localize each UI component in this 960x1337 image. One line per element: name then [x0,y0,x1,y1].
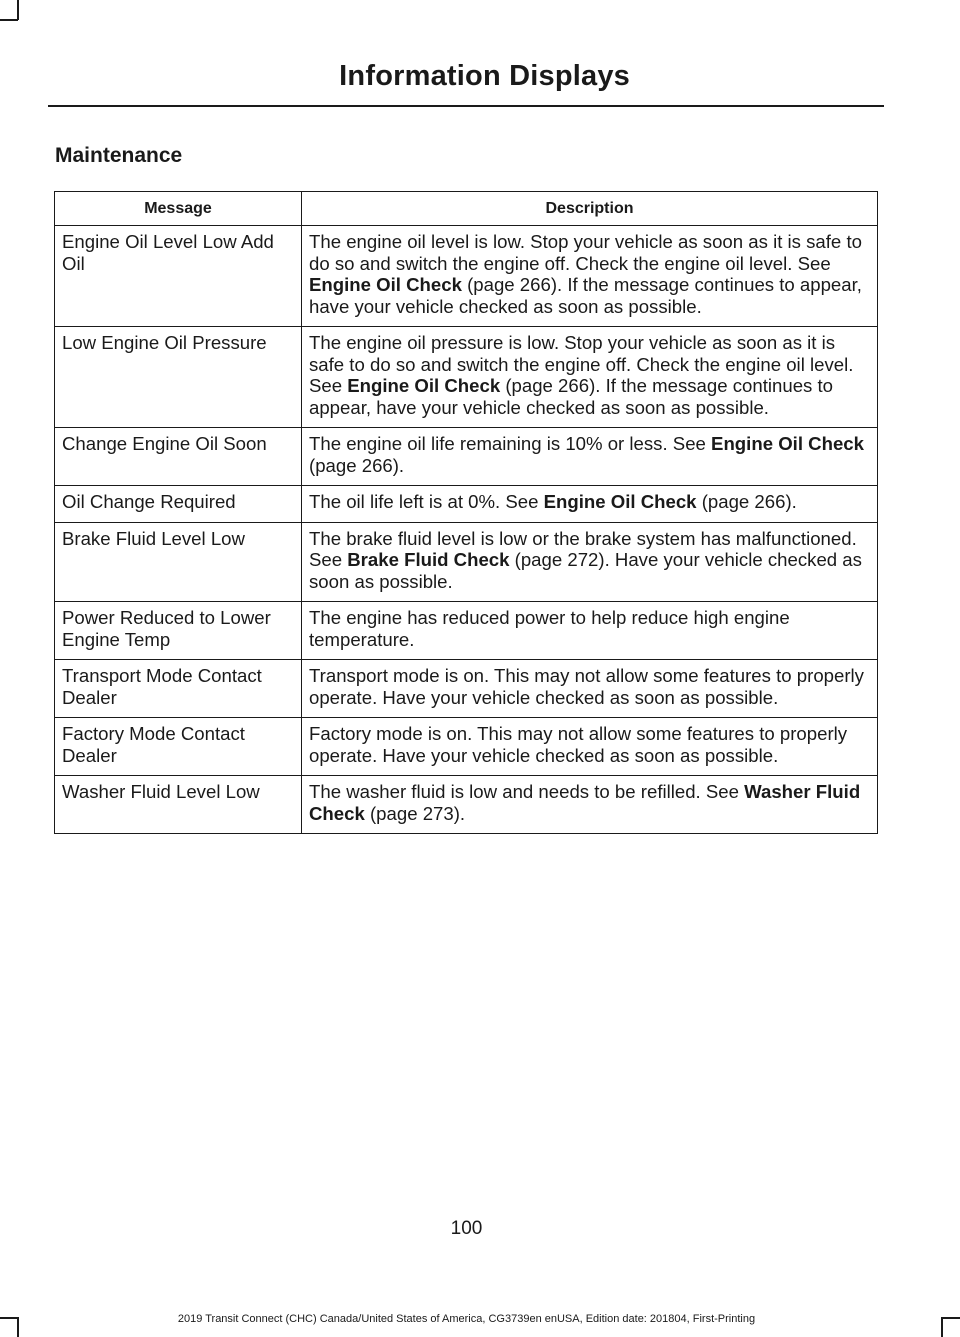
description-text: (page 273). [364,802,466,824]
description-text: The washer fluid is low and needs to be refilled. See [309,781,745,802]
footer-edition-info: 2019 Transit Connect (CHC) Canada/United States of America, CG3739en enUSA, Edition date: 201804, First-Printing [177,1313,756,1325]
description-cell: The engine has reduced power to help reduce high engine temperature. [302,602,878,660]
section-title: Maintenance [55,144,183,167]
description-cell [302,226,878,327]
table-row [55,776,878,834]
description-text: (page 266). If the message continues to appear, have your vehicle checked as soon as possible. [309,375,833,418]
description-cell [302,327,878,428]
message-cell: Change Engine Oil Soon [55,428,302,486]
table-row [55,428,878,486]
description-cell [302,486,878,523]
description-text: The engine oil pressure is low. Stop your vehicle as soon as it is safe to do so and switch the engine off. Check the engine oil level. See [309,332,854,396]
description-text: The oil life left is at 0%. See [309,491,544,512]
description-cell: Transport mode is on. This may not allow some features to properly operate. Have your vehicle checked as soon as possible. [302,660,878,718]
column-header-message: Message [55,192,302,226]
page-number: 100 [450,1218,483,1239]
message-cell: Power Reduced to Lower Engine Temp [55,602,302,660]
description-cell [302,522,878,602]
message-cell: Low Engine Oil Pressure [55,327,302,428]
description-text: The brake fluid level is low or the brake system has malfunctioned. See [309,527,857,570]
message-cell: Brake Fluid Level Low [55,522,302,602]
crop-mark-top-left-vertical [17,0,19,20]
cross-reference: Engine Oil Check [711,433,864,454]
table-row [55,522,878,602]
table-header-row [55,192,878,226]
table-row [55,327,878,428]
message-cell: Transport Mode Contact Dealer [55,660,302,718]
crop-mark-bottom-right-horizontal [942,1317,960,1319]
description-text: (page 266). [696,491,797,512]
table-row [55,226,878,327]
cross-reference: Brake Fluid Check [347,549,510,570]
cross-reference: Engine Oil Check [309,274,462,295]
description-text: (page 266). If the message continues to appear, have your vehicle checked as soon as possible. [309,274,862,317]
description-cell [302,776,878,834]
message-cell: Engine Oil Level Low Add Oil [55,226,302,327]
cross-reference: Engine Oil Check [543,491,697,512]
description-text: (page 272). Have your vehicle checked as soon as possible. [309,549,862,592]
message-cell: Washer Fluid Level Low [55,776,302,834]
description-text: The engine oil level is low. Stop your vehicle as soon as it is safe to do so and switch the engine off. Check the engine oil level. See [309,231,862,274]
column-header-description: Description [302,192,878,226]
cross-reference: Washer Fluid Check [309,781,861,824]
crop-mark-top-left-horizontal [0,19,18,21]
description-cell: Factory mode is on. This may not allow some features to properly operate. Have your vehicle checked as soon as possible. [302,718,878,776]
cross-reference: Engine Oil Check [347,375,501,396]
page-header-title: Information Displays [339,60,630,92]
table-row [55,718,878,776]
description-text: (page 266). [309,454,405,476]
description-text: The engine oil life remaining is 10% or less. See [309,433,712,454]
maintenance-messages-table [54,191,878,834]
table-row [55,660,878,718]
table-row [55,602,878,660]
message-cell: Oil Change Required [55,486,302,523]
description-cell [302,428,878,486]
header-divider [48,105,884,107]
crop-mark-bottom-right-vertical [941,1317,943,1337]
table-row [55,486,878,523]
message-cell: Factory Mode Contact Dealer [55,718,302,776]
